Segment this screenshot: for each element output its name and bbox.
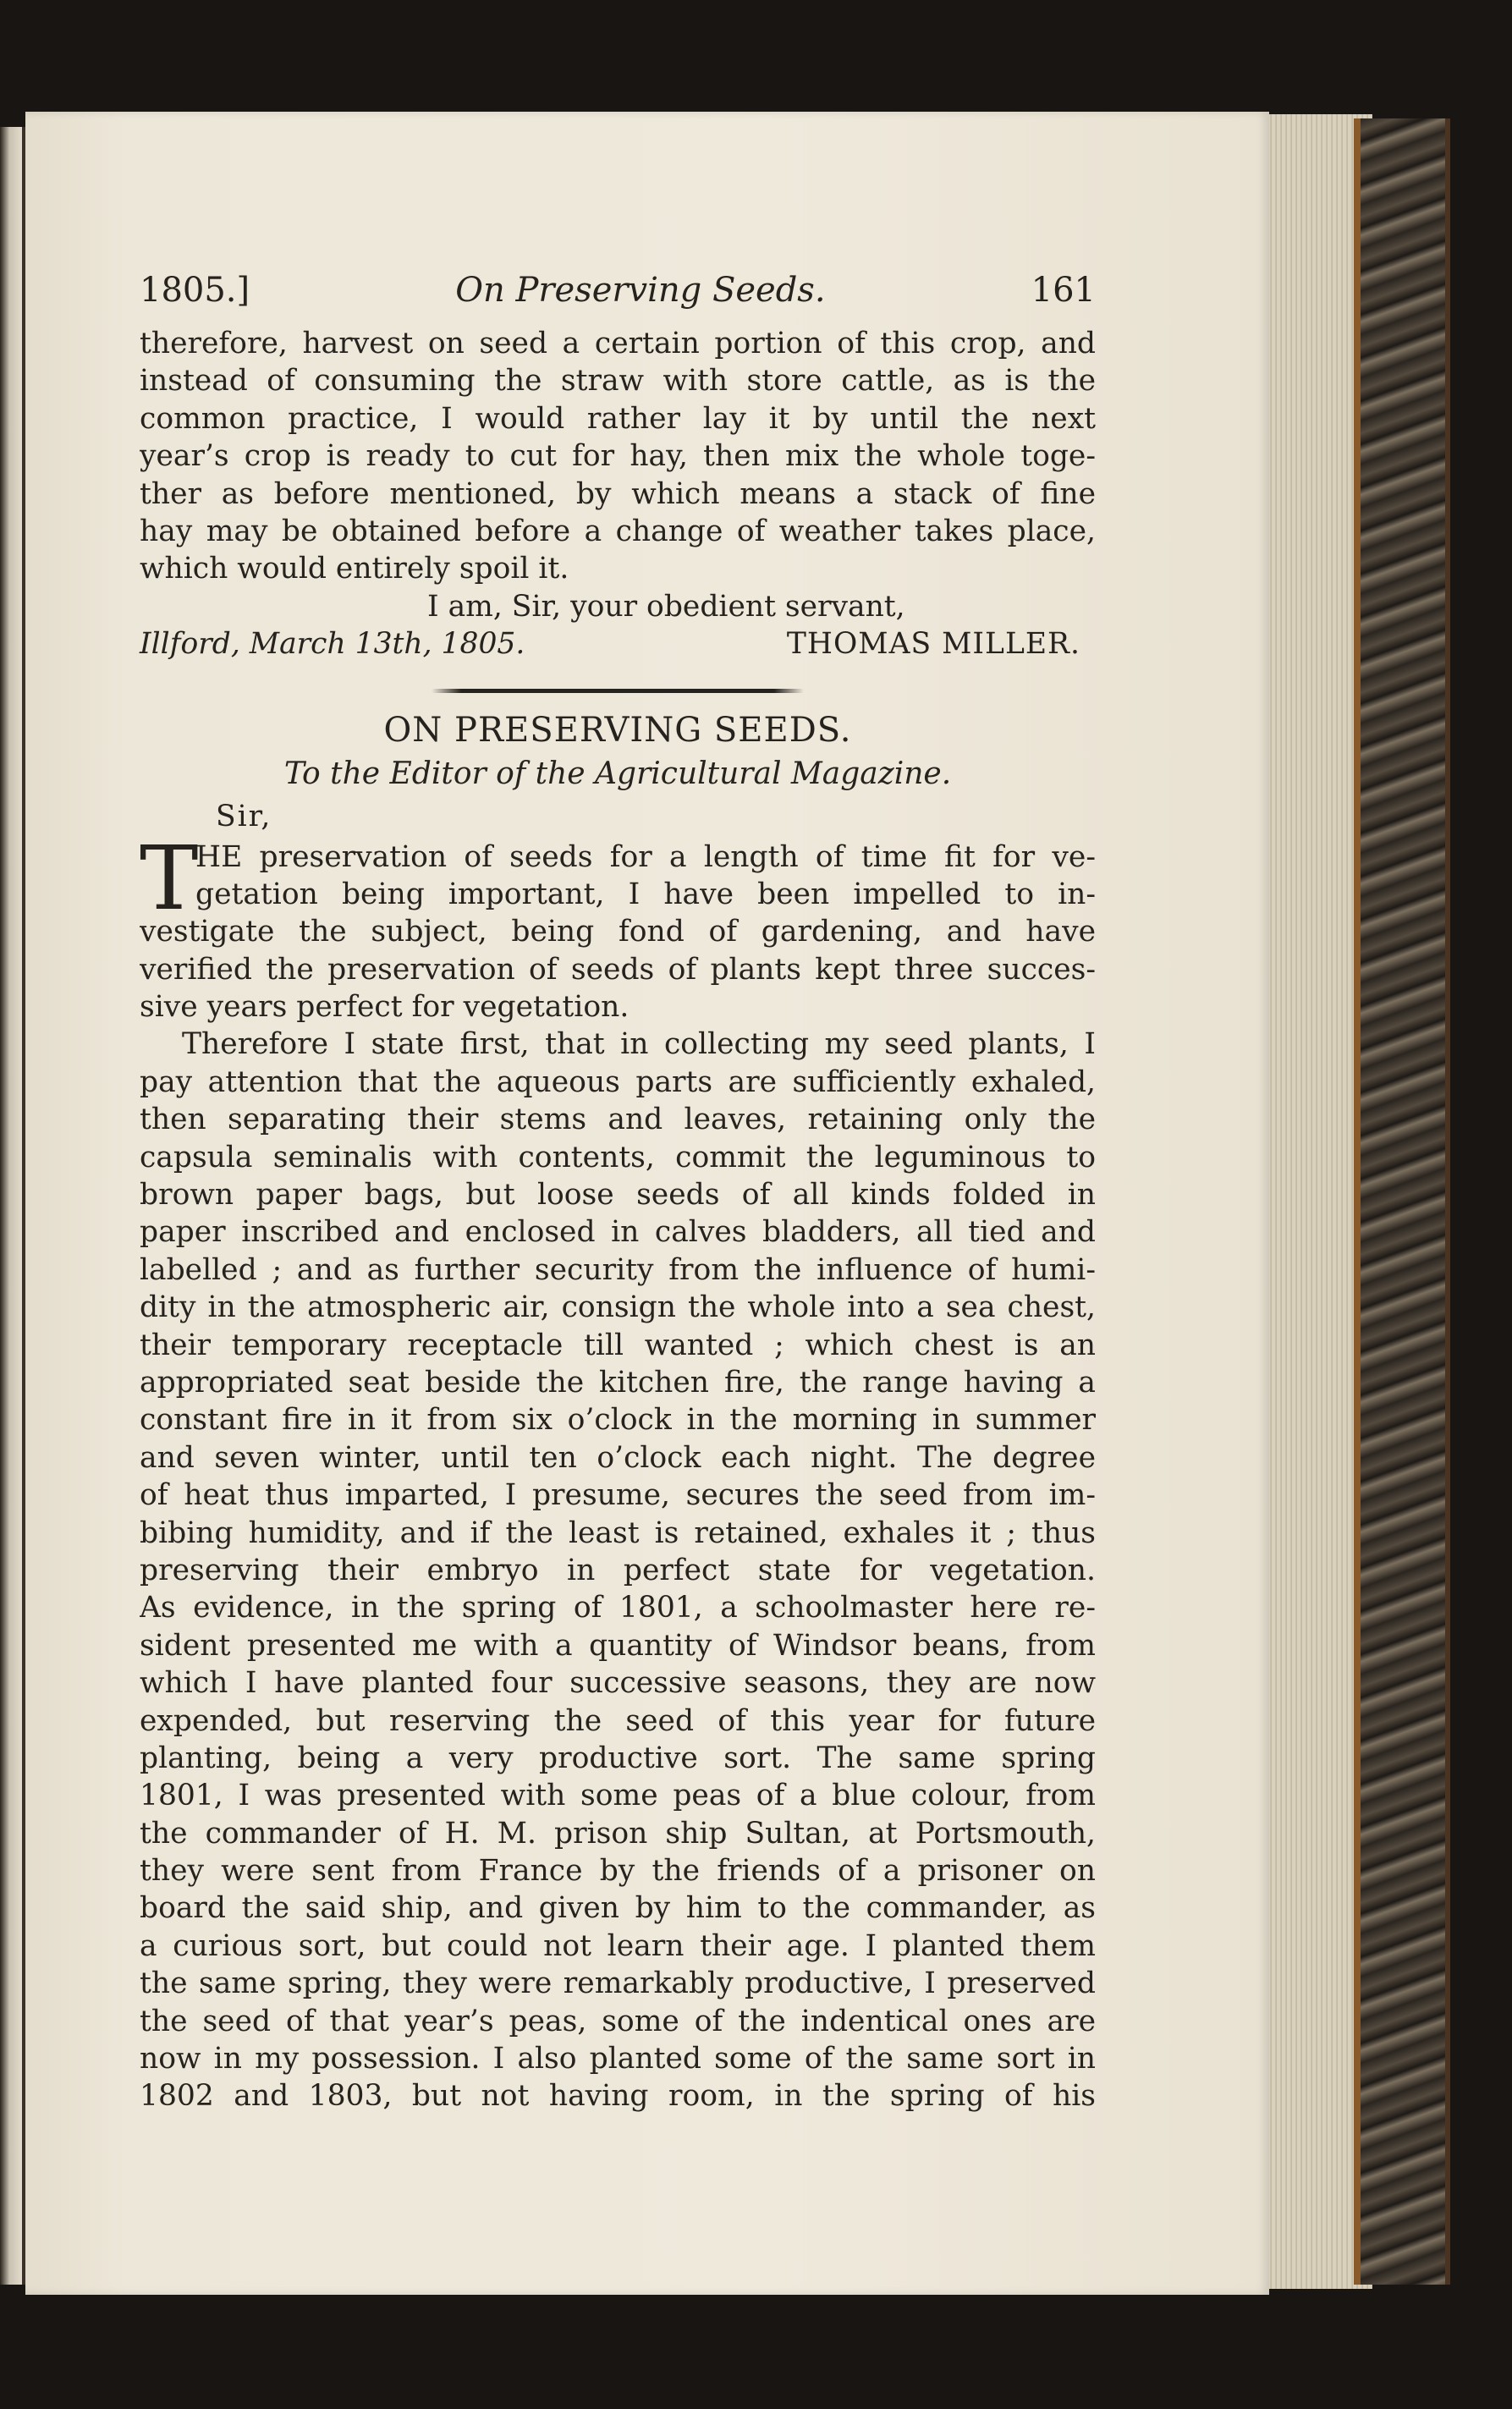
paragraph-1 (140, 826, 1096, 1026)
drop-cap: T (140, 826, 199, 930)
text-line: ther as before mentioned, by which means a stack of fine (140, 476, 1096, 511)
text-line: capsula seminalis with contents, commit the leguminous to (140, 1140, 1096, 1174)
article-heading: ON PRESERVING SEEDS. (383, 710, 852, 750)
text-line: hay may be obtained before a change of weather takes place, (140, 514, 1096, 548)
running-head-title: On Preserving Seeds. (455, 271, 826, 310)
paragraph-2-body (140, 1064, 1096, 2115)
text-line: sident presented me with a quantity of Windsor beans, from (140, 1628, 1096, 1663)
letter-closing: I am, Sir, your obedient servant, (427, 589, 905, 624)
author-signature: THOMAS MILLER. (786, 627, 1080, 662)
text-line: As evidence, in the spring of 1801, a schoolmaster here re- (140, 1591, 1096, 1625)
text-line: their temporary receptacle till wanted ; which chest is an (140, 1328, 1096, 1362)
previous-letter-ending (140, 325, 1096, 663)
text-line: then separating their stems and leaves, retaining only the (140, 1103, 1096, 1137)
text-line: dity in the atmospheric air, consign the whole into a sea chest, (140, 1290, 1096, 1325)
text-line: verified the preservation of seeds of plants kept three succes- (140, 952, 1096, 987)
text-line: board the said ship, and given by him to the commander, as (140, 1891, 1096, 1926)
text-line: paper inscribed and enclosed in calves bladders, all tied and (140, 1215, 1096, 1250)
previous-page-edge (0, 127, 24, 2285)
text-line: sive years perfect for vegetation. (140, 990, 630, 1025)
signature-row (140, 625, 1096, 663)
text-line: pay attention that the aqueous parts are sufficiently exhaled, (140, 1064, 1096, 1099)
text-line: planting, being a very productive sort. The same spring (140, 1741, 1096, 1775)
place-date: Illford, March 13th, 1805. (140, 627, 525, 662)
text-line: the seed of that year’s peas, some of the indentical ones are (140, 2004, 1096, 2038)
salutation: Sir, (216, 799, 272, 833)
running-head-year: 1805.] (140, 271, 250, 310)
text-line: HE preservation of seeds for a length of time fit for ve- (195, 839, 1096, 874)
text-line: the same spring, they were remarkably productive, I preserved (140, 1966, 1096, 2001)
text-line: year’s crop is ready to cut for hay, then mix the whole toge- (140, 439, 1096, 474)
text-line: bibing humidity, and if the least is retained, exhales it ; thus (140, 1515, 1096, 1550)
text-line: expended, but reserving the seed of this year for future (140, 1703, 1096, 1738)
running-head (140, 271, 1096, 310)
text-line: which would entirely spoil it. (140, 552, 569, 586)
text-line: and seven winter, until ten o’clock each night. The degree (140, 1440, 1096, 1475)
text-line: which I have planted four successive seasons, they are now (140, 1666, 1096, 1701)
text-line: now in my possession. I also planted some of the same sort in (140, 2042, 1096, 2076)
marbled-book-cover (1354, 118, 1450, 2285)
text-line: getation being important, I have been impelled to in- (195, 877, 1096, 911)
text-line: 1801, I was presented with some peas of a blue colour, from (140, 1779, 1096, 1813)
page-text (140, 271, 1096, 2115)
text-line: of heat thus imparted, I presume, secures the seed from im- (140, 1478, 1096, 1513)
text-line: constant fire in it from six o’clock in the morning in summer (140, 1403, 1096, 1438)
text-line: labelled ; and as further security from the influence of humi- (140, 1252, 1096, 1287)
text-line: 1802 and 1803, but not having room, in the spring of his (140, 2079, 1096, 2114)
text-line: instead of consuming the straw with store cattle, as is the (140, 364, 1096, 399)
text-line: they were sent from France by the friends of a prisoner on (140, 1854, 1096, 1889)
text-line: vestigate the subject, being fond of gardening, and have (140, 915, 1096, 949)
text-line: appropriated seat beside the kitchen fire, the range having a (140, 1365, 1096, 1400)
text-line: brown paper bags, but loose seeds of all kinds folded in (140, 1178, 1096, 1213)
text-line: a curious sort, but could not learn their age. I planted them (140, 1928, 1096, 1963)
article-subheading: To the Editor of the Agricultural Magazine. (283, 756, 952, 791)
text-line: therefore, harvest on seed a certain portion of this crop, and (140, 327, 1096, 360)
text-line: the commander of H. M. prison ship Sultan, at Portsmouth, (140, 1816, 1096, 1851)
paragraph-2 (140, 1026, 1096, 2115)
page-number: 161 (1031, 271, 1096, 310)
text-line: Therefore I state first, that in collecting my seed plants, I (182, 1027, 1096, 1062)
text-line: common practice, I would rather lay it by until the next (140, 401, 1096, 436)
section-divider-rule (432, 689, 804, 693)
text-line: preserving their embryo in perfect state for vegetation. (140, 1553, 1096, 1587)
